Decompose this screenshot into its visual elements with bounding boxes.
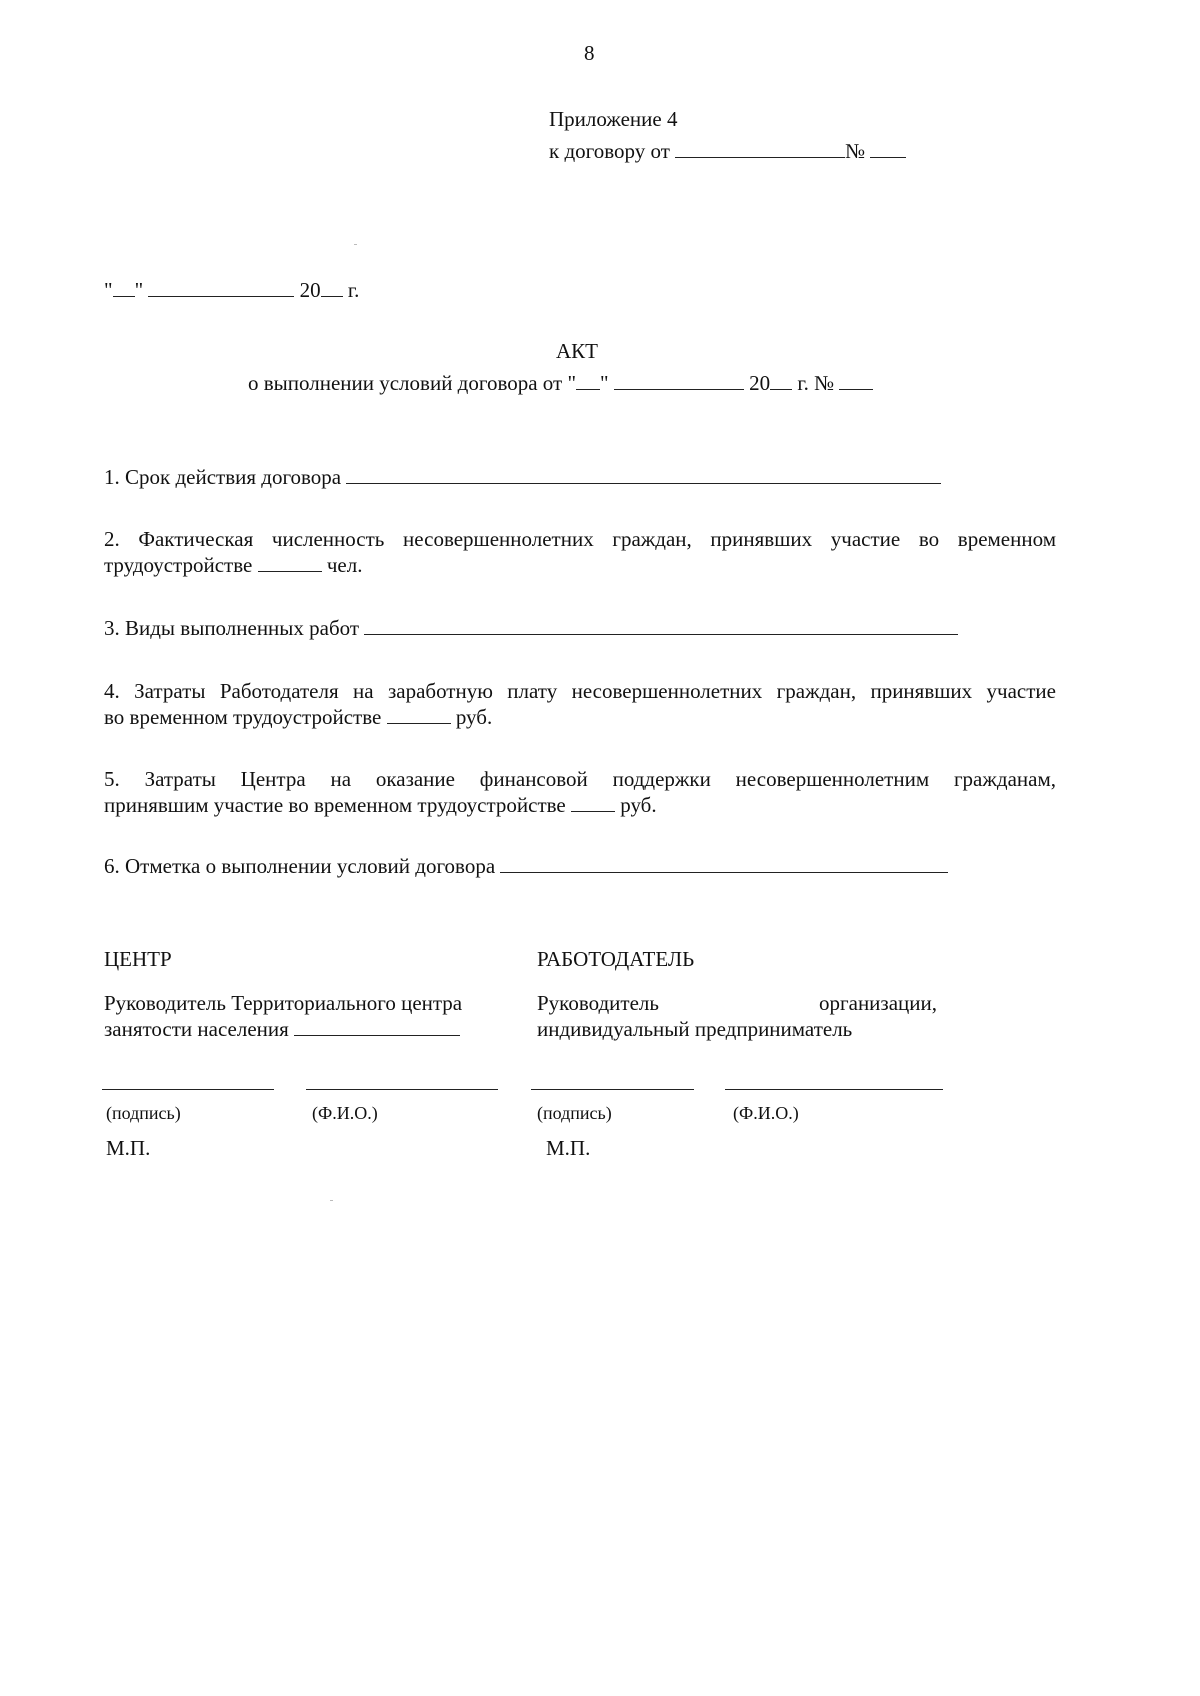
act-subtitle-quote: "	[600, 371, 609, 395]
item-6-blank	[500, 854, 948, 873]
left-seal-label: М.П.	[106, 1136, 151, 1160]
item-2-line-1: 2. Фактическая численность несовершеннолетних граждан, принявших участие во временном	[104, 527, 1056, 551]
item-4-line-2	[104, 704, 492, 731]
year-prefix: 20	[299, 278, 321, 302]
item-5-line-1: 5. Затраты Центра на оказание финансовой поддержки несовершеннолетним гражданам,	[104, 767, 1056, 791]
act-number-blank	[839, 371, 873, 390]
item-4-unit: руб.	[455, 705, 493, 729]
left-name-line	[306, 1089, 498, 1090]
date-close-quote: "	[134, 278, 144, 302]
item-4-prefix: во временном трудоустройстве	[104, 705, 382, 729]
year-blank	[321, 278, 343, 297]
item-2-blank	[258, 553, 322, 572]
item-1-blank	[346, 465, 941, 484]
contract-number-blank	[870, 139, 906, 158]
act-subtitle-suffix: г. №	[797, 371, 835, 395]
item-2-prefix: трудоустройстве	[104, 553, 253, 577]
right-signature-line	[531, 1089, 694, 1090]
left-name-caption: (Ф.И.О.)	[312, 1103, 378, 1123]
act-year-prefix: 20	[749, 371, 771, 395]
contract-date-blank	[675, 139, 845, 158]
left-role-line-2	[104, 1016, 460, 1043]
item-1-label: 1. Срок действия договора	[104, 465, 342, 489]
item-5-unit: руб.	[620, 793, 657, 817]
act-day-blank	[576, 371, 600, 390]
right-name-caption: (Ф.И.О.)	[733, 1103, 799, 1123]
left-signature-line	[102, 1089, 274, 1090]
item-6	[104, 853, 948, 880]
date-open-quote: "	[104, 278, 113, 302]
appendix-title: Приложение 4	[549, 107, 678, 131]
right-name-line	[725, 1089, 943, 1090]
act-subtitle	[248, 370, 873, 397]
item-4-blank	[387, 705, 451, 724]
left-role-blank	[294, 1017, 460, 1036]
left-role-text: занятости населения	[104, 1017, 289, 1041]
right-role-line-1	[537, 990, 937, 1017]
item-1	[104, 464, 941, 491]
act-subtitle-prefix: о выполнении условий договора от "	[248, 371, 577, 395]
item-5-prefix: принявшим участие во временном трудоустройстве	[104, 793, 566, 817]
day-blank	[113, 278, 135, 297]
item-3-blank	[364, 616, 958, 635]
item-2-unit: чел.	[326, 553, 363, 577]
page-number: 8	[584, 41, 595, 65]
left-heading: ЦЕНТР	[104, 947, 172, 971]
right-role-line-1-text: Руководитель организации,	[537, 991, 937, 1015]
right-heading: РАБОТОДАТЕЛЬ	[537, 947, 695, 971]
year-suffix: г.	[347, 278, 360, 302]
scan-speck	[354, 244, 357, 245]
act-month-blank	[614, 371, 744, 390]
item-6-label: 6. Отметка о выполнении условий договора	[104, 854, 496, 878]
right-seal-label: М.П.	[546, 1136, 591, 1160]
item-4-line-1: 4. Затраты Работодателя на заработную плату несовершеннолетних граждан, принявших участие	[104, 679, 1056, 703]
month-blank	[148, 278, 294, 297]
act-title: АКТ	[556, 339, 598, 363]
appendix-contract-line	[549, 138, 906, 165]
scan-speck-2	[330, 1200, 333, 1201]
item-5-blank	[571, 793, 615, 812]
appendix-contract-prefix: к договору от	[549, 139, 670, 163]
act-year-blank	[770, 371, 792, 390]
item-5-line-2	[104, 792, 657, 819]
left-role-line-1: Руководитель Территориального центра	[104, 991, 463, 1015]
right-role-line-2: индивидуальный предприниматель	[537, 1017, 853, 1041]
right-signature-caption: (подпись)	[537, 1103, 612, 1123]
left-signature-caption: (подпись)	[106, 1103, 181, 1123]
item-2-line-2	[104, 552, 362, 579]
date-line	[104, 277, 359, 304]
number-sign: №	[845, 139, 866, 163]
item-3-label: 3. Виды выполненных работ	[104, 616, 360, 640]
item-3	[104, 615, 958, 642]
